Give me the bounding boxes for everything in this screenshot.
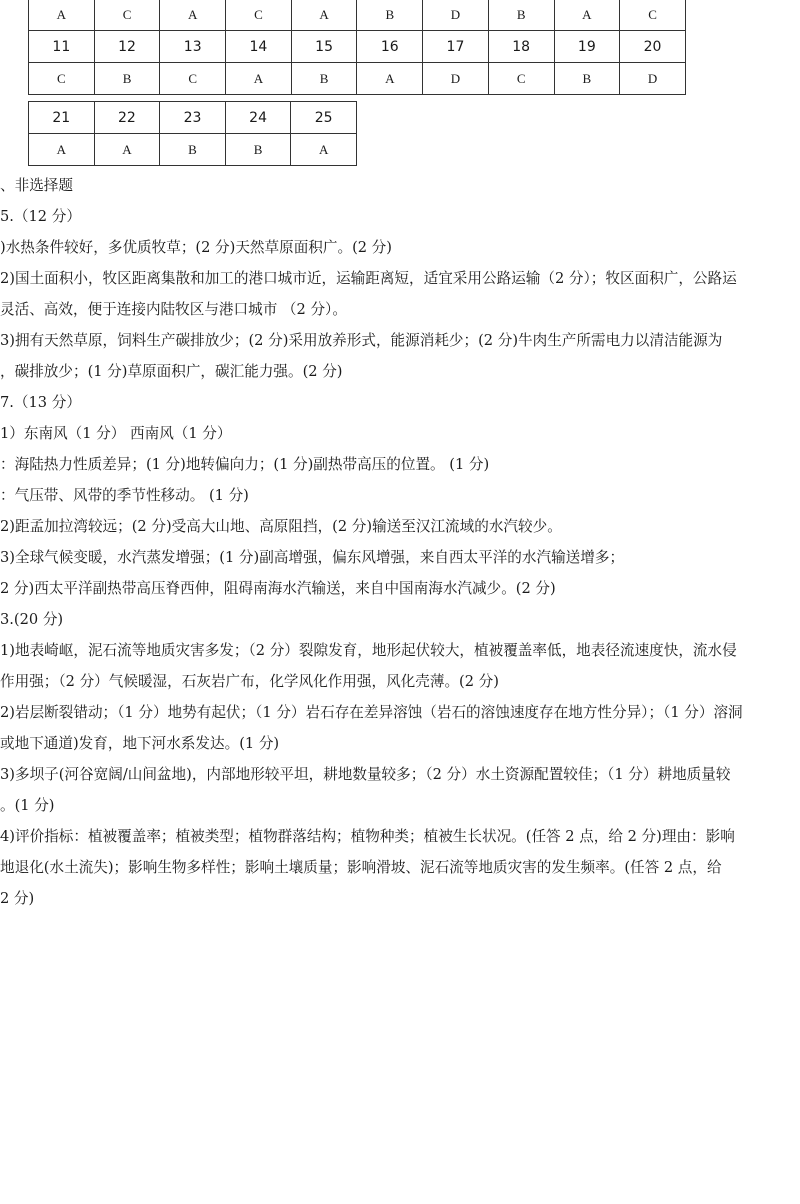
answer-cell: A [554, 0, 620, 31]
answer-table-main [28, 0, 686, 95]
answer-line: 2)距孟加拉湾较远；(2 分)受高大山地、高原阻挡，(2 分)输送至汉江流域的水汽较少。 [0, 518, 562, 535]
answer-cell: C [94, 0, 160, 31]
answer-line: 1）东南风（1 分） 西南风（1 分） [0, 425, 232, 442]
answer-line: 、非选择题 [0, 177, 73, 194]
answer-cell: B [94, 63, 160, 95]
answer-cell: B [225, 134, 291, 166]
answer-cell: A [291, 134, 357, 166]
question-number-cell: 17 [423, 31, 489, 63]
answer-line: ：气压带、风带的季节性移动。 (1 分) [0, 487, 249, 504]
table-row [29, 134, 357, 166]
table-row [29, 63, 686, 95]
question-number-cell: 14 [226, 31, 292, 63]
answer-cell: A [160, 0, 226, 31]
table-row [29, 31, 686, 63]
answer-cell: A [29, 134, 95, 166]
answer-cell: B [357, 0, 423, 31]
answer-line: 灵活、高效，便于连接内陆牧区与港口城市 （2 分）。 [0, 301, 347, 318]
table-row [29, 0, 686, 31]
question-number-cell: 25 [291, 102, 357, 134]
question-number-cell: 20 [620, 31, 686, 63]
answer-line: ：海陆热力性质差异；(1 分)地转偏向力；(1 分)副热带高压的位置。 (1 分) [0, 456, 490, 473]
question-number-cell: 22 [94, 102, 160, 134]
question-number-cell: 11 [29, 31, 95, 63]
answer-line: 3)多坝子(河谷宽阔/山间盆地)，内部地形较平坦，耕地数量较多；（2 分）水土资源配置较佳；（1 分）耕地质量较 [0, 766, 731, 783]
question-number-cell: 23 [160, 102, 226, 134]
answer-cell: C [488, 63, 554, 95]
answer-cell: A [29, 0, 95, 31]
answer-cell: A [291, 0, 357, 31]
answer-line: 3.(20 分) [0, 611, 64, 628]
question-number-cell: 18 [488, 31, 554, 63]
answer-line: )水热条件较好，多优质牧草；(2 分)天然草原面积广。(2 分) [0, 239, 392, 256]
answer-line: 3)拥有天然草原，饲料生产碳排放少；(2 分)采用放养形式，能源消耗少；(2 分)牛肉生产所需电力以清洁能源为 [0, 332, 723, 349]
answer-cell: D [423, 0, 489, 31]
answer-cell: B [291, 63, 357, 95]
answer-cell: D [423, 63, 489, 95]
answer-cell: C [29, 63, 95, 95]
question-number-cell: 16 [357, 31, 423, 63]
answer-line: 4)评价指标：植被覆盖率；植被类型；植物群落结构；植物种类；植被生长状况。(任答 2 点，给 2 分)理由：影响 [0, 828, 735, 845]
answer-cell: C [160, 63, 226, 95]
answer-line: 1)地表崎岖，泥石流等地质灾害多发；（2 分）裂隙发育，地形起伏较大，植被覆盖率低，地表径流速度快，流水侵 [0, 642, 737, 659]
answer-line: 地退化(水土流失)；影响生物多样性；影响土壤质量；影响滑坡、泥石流等地质灾害的发生频率。(任答 2 点，给 [0, 859, 722, 876]
answer-line: 或地下通道)发育，地下河水系发达。(1 分) [0, 735, 280, 752]
answer-table-last [28, 101, 357, 166]
answer-line: 作用强；（2 分）气候暖湿，石灰岩广布，化学风化作用强，风化壳薄。(2 分) [0, 673, 499, 690]
answer-line: 。(1 分) [0, 797, 55, 814]
answer-line: 5.（12 分） [0, 208, 81, 225]
answer-cell: C [226, 0, 292, 31]
answer-line: 3)全球气候变暖，水汽蒸发增强；(1 分)副高增强，偏东风增强，来自西太平洋的水汽输送增多； [0, 549, 625, 566]
answer-line: 2 分) [0, 890, 35, 907]
answer-line: 7.（13 分） [0, 394, 81, 411]
answer-cell: C [620, 0, 686, 31]
answer-line: ，碳排放少；(1 分)草原面积广，碳汇能力强。(2 分) [0, 363, 343, 380]
answer-cell: D [620, 63, 686, 95]
answer-cell: A [226, 63, 292, 95]
answer-cell: A [94, 134, 160, 166]
question-number-cell: 24 [225, 102, 291, 134]
answer-line: 2)国土面积小，牧区距离集散和加工的港口城市近，运输距离短，适宜采用公路运输（2 分）；牧区面积广，公路运 [0, 270, 737, 287]
answer-cell: B [488, 0, 554, 31]
answer-line: 2)岩层断裂错动；（1 分）地势有起伏；（1 分）岩石存在差异溶蚀（岩石的溶蚀速度存在地方性分异）；（1 分）溶洞 [0, 704, 743, 721]
answer-line: 2 分)西太平洋副热带高压脊西伸，阻碍南海水汽输送，来自中国南海水汽减少。(2 分) [0, 580, 556, 597]
answer-cell: A [357, 63, 423, 95]
question-number-cell: 15 [291, 31, 357, 63]
table-row [29, 102, 357, 134]
answer-cell: B [160, 134, 226, 166]
question-number-cell: 13 [160, 31, 226, 63]
question-number-cell: 12 [94, 31, 160, 63]
question-number-cell: 19 [554, 31, 620, 63]
question-number-cell: 21 [29, 102, 95, 134]
answer-cell: B [554, 63, 620, 95]
